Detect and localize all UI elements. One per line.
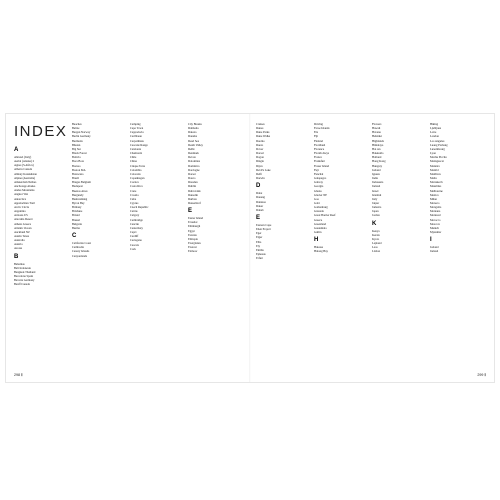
- index-entry: Cuba: [130, 196, 137, 201]
- index-entry: Carpathians: [130, 138, 144, 143]
- index-entry: Duomo: [256, 138, 265, 143]
- index-entry: Luxembourg: [430, 146, 445, 151]
- index-entry: Moscow: [430, 221, 440, 226]
- index-entry: Douro: [188, 176, 196, 181]
- index-entry: Bali Indonesia: [14, 265, 31, 270]
- index-entry: Kerala: [372, 232, 380, 237]
- index-entry: Iguazu: [372, 171, 380, 176]
- index-entry: Madagascar: [430, 159, 444, 164]
- index-entry: Banff Canada: [14, 282, 30, 287]
- index-entry: Loire: [430, 130, 437, 135]
- index-entry: Black Forest: [72, 151, 87, 156]
- index-entry: Mauritius: [430, 184, 442, 189]
- index-entry: Los Angeles: [430, 138, 445, 143]
- index-entry: Arctic Circle: [14, 204, 30, 209]
- index-entry: Bahamas: [14, 261, 25, 266]
- index-entry: Cambodia: [72, 245, 84, 250]
- index-entry: Corsica: [130, 180, 139, 185]
- index-entry: Melbourne: [430, 188, 443, 193]
- index-entry: Galway: [314, 180, 323, 185]
- index-entry: Ljubljana: [430, 126, 442, 131]
- index-entry: Arizona US: [14, 213, 28, 218]
- index-entry: Himalaya: [372, 142, 384, 147]
- index-entry: Driving: [314, 122, 323, 126]
- index-entry: Greece: [314, 217, 323, 222]
- index-entry: Atlantic Ocean: [14, 225, 32, 230]
- index-column-2: [72, 122, 122, 258]
- index-entry: Ephesus: [256, 252, 266, 257]
- index-entry: Holland: [372, 155, 382, 160]
- index-entry: Bangkok Thailand: [14, 269, 36, 274]
- index-entry: Dominica: [188, 163, 200, 168]
- index-letter-heading: I: [430, 237, 432, 244]
- index-column-3: [130, 122, 180, 251]
- index-entry: Eger: [256, 231, 262, 236]
- index-entry: Cruises: [256, 122, 265, 126]
- index-entry: Erfurt: [256, 256, 263, 261]
- index-entry: Costa Rica: [130, 184, 143, 189]
- index-entry: Iceland: [372, 167, 381, 172]
- index-entry: Edinburgh: [188, 224, 201, 229]
- index-entry: Eastern Cape: [256, 222, 272, 227]
- index-entry: Munich: [430, 225, 439, 230]
- index-entry: City Breaks: [188, 122, 202, 126]
- index-entry: Austin Texas: [14, 233, 30, 238]
- index-spread: [6, 114, 494, 382]
- index-entry: Halong Bay: [314, 249, 328, 254]
- index-entry: Maldives: [430, 171, 441, 176]
- index-entry: Bruges Belgium: [72, 180, 91, 185]
- index-entry: Appalachian Trail: [14, 200, 35, 205]
- index-entry: Israel: [372, 188, 379, 193]
- index-entry: Madrid: [430, 167, 439, 172]
- index-entry: Argentina: [14, 209, 26, 214]
- index-entry: Almaty Kazakhstan: [14, 171, 37, 176]
- index-entry: Bolivia: [72, 155, 81, 160]
- index-entry: Catalonia: [130, 146, 142, 151]
- index-entry: Berlin Germany: [72, 134, 91, 139]
- index-entry: Dahab: [256, 207, 264, 212]
- index-entry: Madeira: [430, 163, 440, 168]
- index-entry: Exmoor: [188, 249, 198, 254]
- index-entry: Australia: [14, 238, 25, 243]
- index-entry: Gobi: [314, 200, 320, 205]
- index-entry: Greenland: [314, 221, 327, 226]
- index-entry: Dusseldorf: [188, 200, 201, 205]
- index-entry: Alberta Canada: [14, 167, 33, 172]
- index-entry: France: [314, 155, 322, 160]
- index-entry: Mexico: [430, 192, 439, 197]
- index-letter-heading: H: [314, 237, 319, 244]
- index-entry: Dubrovnik: [188, 188, 201, 193]
- index-entry: Danube: [188, 134, 197, 139]
- index-entry: Helsinki: [372, 134, 382, 139]
- index-entry: Delhi: [188, 146, 195, 151]
- index-entry: Morocco: [430, 217, 441, 222]
- index-entry: Lapland: [372, 241, 382, 246]
- index-entry: Great Barrier Reef: [314, 213, 336, 218]
- index-entry: Crete: [130, 188, 137, 193]
- index-entry: Cinque Terre: [130, 163, 146, 168]
- index-entry: Azores: [14, 246, 23, 251]
- index-entry: Georgia: [314, 184, 324, 189]
- index-entry: Botswana: [72, 171, 84, 176]
- index-entry: Dalat: [256, 191, 263, 196]
- index-entry: Colorado: [130, 171, 141, 176]
- index-entry: Buenos Aires: [72, 188, 88, 193]
- index-entry: Bruneï: [72, 217, 80, 222]
- index-entry: Canary Islands: [72, 249, 90, 254]
- index-entry: Hong Kong: [372, 159, 386, 164]
- index-entry: Cyprus: [130, 200, 139, 205]
- index-entry: Dorsal: [256, 151, 264, 156]
- index-entry: Cascade Range: [130, 142, 148, 147]
- index-entry: Hungary: [372, 163, 383, 168]
- index-entry: Agnes (S.Africa): [14, 163, 34, 168]
- index-entry: Jordan: [372, 213, 380, 218]
- index-entry: Cancún: [130, 221, 139, 226]
- index-entry: Dune Walks: [256, 134, 271, 139]
- index-entry: Canyonlands: [72, 253, 88, 258]
- index-entry: Jamaica: [372, 205, 382, 210]
- index-entry: Athens Greece: [14, 221, 32, 226]
- index-entry: Fiji: [314, 134, 319, 139]
- index-entry: Cardiff: [130, 234, 139, 239]
- index-entry: Kyoto: [372, 236, 380, 241]
- index-entry: Bristol: [72, 213, 80, 218]
- index-entry: Frankfurt: [314, 159, 325, 164]
- index-entry: Amsterdam Nether.: [14, 179, 37, 184]
- index-entry: Copenhagen: [130, 176, 145, 181]
- index-entry: Fès: [314, 130, 319, 135]
- index-entry: Kenya: [372, 228, 380, 233]
- index-entry: Bulgaria: [72, 221, 82, 226]
- index-entry: Hoi An: [372, 146, 381, 151]
- index-entry: Ghana: [314, 188, 322, 193]
- index-entry: Fiordland: [314, 142, 326, 147]
- index-title: INDEX: [14, 123, 68, 140]
- index-entry: Alpine (Australia): [14, 175, 36, 180]
- index-entry: Mongolia: [430, 205, 442, 210]
- index-entry: Florence: [314, 146, 325, 151]
- index-entry: Dalmatia: [188, 126, 199, 131]
- index-entry: Hawaii: [372, 126, 381, 131]
- index-entry: Glacier NP: [314, 192, 327, 197]
- index-entry: Ireland: [372, 184, 381, 189]
- index-entry: Dublin: [188, 184, 197, 189]
- index-entry: Egypt: [188, 228, 195, 233]
- index-entry: Aerial (Alaska) 2: [14, 159, 35, 164]
- index-entry: Bavaria Germany: [14, 278, 35, 283]
- index-entry: Easter Island: [188, 216, 204, 221]
- index-letter-heading: A: [14, 147, 19, 153]
- index-entry: Finland: [314, 138, 323, 143]
- index-entry: Bushwalking: [72, 196, 88, 201]
- index-letter-heading: E: [256, 214, 261, 221]
- index-entry: Lyon: [430, 151, 436, 156]
- index-entry: Cape Town: [130, 126, 144, 131]
- index-entry: Hakone: [314, 245, 323, 250]
- index-entry: China: [130, 159, 137, 164]
- index-entry: Fraser Island: [314, 163, 330, 168]
- index-entry: Dead Sea: [188, 138, 199, 143]
- index-entry: Eden Project: [256, 227, 271, 232]
- index-entry: Brazil: [72, 176, 80, 181]
- index-entry: Everglades: [188, 241, 201, 246]
- page-number-left: 298 ⦀: [14, 373, 23, 377]
- index-entry: Andes Mountains: [14, 188, 35, 193]
- index-entry: Dingle: [256, 159, 264, 164]
- index-entry: Duero: [256, 142, 264, 147]
- index-entry: Emilia: [256, 247, 264, 252]
- index-entry: Antarctica: [14, 196, 27, 201]
- index-entry: Daintree: [256, 199, 266, 204]
- index-entry: Laos: [372, 245, 378, 250]
- index-entry: Montana: [430, 209, 441, 214]
- index-entry: Darwin: [256, 176, 265, 181]
- index-entry: Cascais: [130, 242, 139, 247]
- index-letter-heading: C: [72, 233, 77, 240]
- index-column-5: [256, 122, 306, 260]
- index-entry: Machu Picchu: [430, 155, 447, 160]
- index-entry: Monaco: [430, 200, 440, 205]
- index-column-6: [314, 122, 364, 254]
- index-column-1: [14, 144, 64, 287]
- index-entry: Austria: [14, 242, 23, 247]
- index-entry: Denmark: [188, 151, 199, 156]
- index-entry: Florida Keys: [314, 151, 330, 156]
- index-entry: Indonesia: [372, 180, 384, 185]
- index-entry: Dune Parks: [256, 130, 270, 135]
- index-entry: Galapagos: [314, 176, 327, 181]
- index-entry: Devon: [188, 155, 196, 160]
- index-entry: Dijon: [256, 163, 263, 168]
- index-entry: Malta: [430, 176, 437, 181]
- index-entry: Big Sur: [72, 146, 81, 151]
- index-entry: Caribbean: [130, 134, 142, 139]
- index-entry: Faroe Islands: [314, 126, 330, 131]
- index-entry: Goa: [314, 196, 319, 201]
- index-entry: Dunes: [256, 126, 264, 131]
- index-entry: Cork: [130, 246, 136, 251]
- index-entry: Marrakech: [430, 180, 443, 185]
- index-letter-heading: E: [188, 208, 193, 215]
- index-entry: Angkor Wat: [14, 192, 29, 197]
- index-entry: Colombia: [130, 167, 142, 172]
- index-entry: Elba: [256, 239, 262, 244]
- index-entry: Budapest: [72, 184, 83, 189]
- index-entry: Cappadocia: [130, 130, 144, 135]
- index-column-7: [372, 122, 422, 254]
- index-column-4: [188, 122, 238, 254]
- index-entry: Dakar: [256, 203, 264, 208]
- index-entry: Croatia: [130, 192, 139, 197]
- index-entry: Granada: [314, 209, 324, 214]
- index-entry: Burma: [72, 225, 80, 230]
- index-entry: Borneo: [72, 163, 81, 168]
- index-entry: Canterbury: [130, 225, 144, 230]
- index-entry: London: [430, 134, 439, 139]
- index-entry: Dresden: [188, 180, 198, 185]
- index-entry: Gothenburg: [314, 205, 328, 210]
- index-entry: Montreal: [430, 213, 441, 218]
- book-gutter: [249, 114, 251, 382]
- index-entry: Cambridge: [130, 217, 143, 222]
- index-entry: Bora Bora: [72, 159, 84, 164]
- index-entry: Italy: [372, 196, 378, 201]
- index-entry: Estonia: [188, 232, 197, 237]
- index-entry: Istanbul: [372, 192, 382, 197]
- index-entry: Highlands: [372, 138, 384, 143]
- index-entry: Ely: [256, 243, 261, 248]
- index-entry: Milan: [430, 196, 437, 201]
- index-entry: Bergen Norway: [72, 130, 91, 135]
- index-letter-heading: B: [14, 253, 19, 260]
- index-entry: Dover: [256, 146, 264, 151]
- index-entry: Lisbon: [372, 249, 381, 254]
- index-entry: Bhutan: [72, 142, 81, 147]
- index-entry: Dakota: [188, 130, 197, 135]
- index-letter-heading: K: [372, 220, 377, 227]
- index-entry: Flowers: [372, 122, 382, 126]
- index-entry: Brittany: [72, 205, 82, 210]
- index-entry: Abruzzi (Italy): [14, 155, 32, 159]
- index-entry: Hokkaido: [372, 151, 384, 156]
- index-entry: Funchal: [314, 171, 324, 176]
- index-entry: Boston MA: [72, 167, 86, 172]
- index-column-8: [430, 122, 480, 254]
- index-entry: Capri: [130, 230, 137, 235]
- index-entry: Auckland NZ: [14, 229, 30, 234]
- index-entry: Chile: [130, 155, 137, 160]
- index-entry: Jaipur: [372, 200, 380, 205]
- index-entry: Anchorage Alaska: [14, 184, 36, 189]
- index-entry: Camping: [130, 122, 141, 126]
- index-entry: Belize: [72, 126, 80, 131]
- index-entry: Myanmar: [430, 230, 442, 235]
- index-entry: Japan: [372, 209, 379, 214]
- index-entry: Cartagena: [130, 238, 142, 243]
- index-entry: Delft: [256, 171, 262, 176]
- index-letter-heading: D: [256, 183, 261, 190]
- index-entry: Dolomites: [188, 159, 201, 164]
- index-entry: Dorset: [188, 171, 196, 176]
- index-entry: Burgundy: [72, 192, 84, 197]
- page-number-right: 299 ⦀: [477, 373, 486, 377]
- index-entry: Brisbane: [72, 209, 83, 214]
- index-entry: Havana: [372, 130, 381, 135]
- index-entry: Czech Republic: [130, 205, 149, 210]
- index-entry: Ethiopia: [188, 236, 198, 241]
- index-entry: Durban: [188, 196, 197, 201]
- index-entry: Iceland: [430, 245, 439, 250]
- index-entry: Guatemala: [314, 225, 327, 230]
- index-entry: California Coast: [72, 241, 92, 246]
- index-entry: Danang: [256, 195, 265, 200]
- index-entry: India: [372, 176, 378, 181]
- index-entry: Barcelona Spain: [14, 274, 34, 279]
- index-entry: Fuji: [314, 167, 319, 172]
- index-entry: Ecuador: [188, 220, 198, 225]
- index-entry: Devil's Lake: [256, 167, 271, 172]
- index-entry: Bermuda: [72, 138, 83, 143]
- index-entry: Beaches: [72, 122, 82, 126]
- index-entry: Luang Prabang: [430, 142, 448, 147]
- index-entry: Everest: [188, 245, 197, 250]
- index-entry: Death Valley: [188, 142, 203, 147]
- index-entry: Hiking: [430, 122, 439, 126]
- index-entry: Dogon: [256, 155, 264, 160]
- index-entry: Byron Bay: [72, 200, 85, 205]
- index-entry: Dordogne: [188, 167, 200, 172]
- index-entry: Chamonix: [130, 151, 143, 156]
- index-entry: Calgary: [130, 213, 140, 218]
- index-entry: Guilin: [314, 230, 322, 235]
- index-entry: Cairns: [130, 209, 138, 214]
- index-entry: Dunedin: [188, 192, 198, 197]
- index-entry: Ireland: [430, 249, 439, 254]
- index-entry: Atacama Desert: [14, 217, 33, 222]
- index-entry: Eiger: [256, 235, 263, 240]
